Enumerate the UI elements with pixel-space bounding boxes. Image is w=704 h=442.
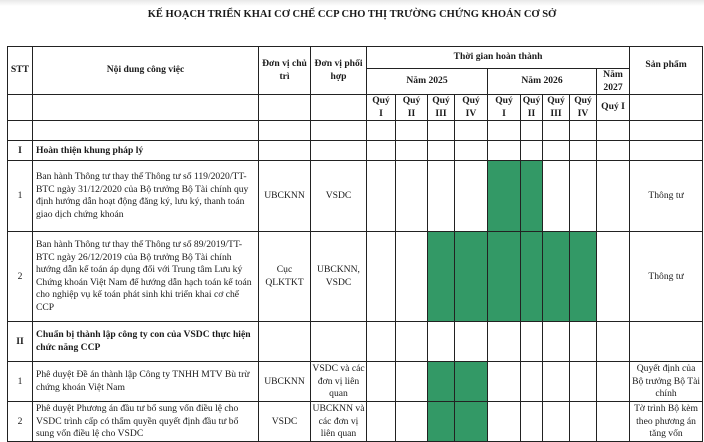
header-quarter [367,95,396,121]
task-number: 1 [8,362,33,402]
header-quarter [597,95,630,121]
task-content: Phê duyệt Phương án đầu tư bổ sung vốn điều lệ cho VSDC trình cấp có thẩm quyền quyết định đầu tư bổ sung vốn điều lệ cho VSDC [33,402,259,442]
lead-unit: Cục QLKTKT [259,232,311,322]
empty-cell [455,322,488,362]
quarter-number: IV [465,107,477,119]
lead-unit: UBCKNN [259,161,311,232]
quarter-label: Quý [495,95,513,107]
empty-cell [570,141,597,161]
product: Thông tư [630,161,703,232]
timeline-cell [543,362,570,402]
section-number: II [8,322,33,362]
timeline-cell-active [488,232,521,322]
timeline-cell [597,161,630,232]
empty-cell [259,141,311,161]
empty-cell [455,141,488,161]
timeline-cell [570,362,597,402]
quarter-number: II [407,107,416,119]
lead-unit: UBCKNN [259,362,311,402]
task-content: Ban hành Thông tư thay thế Thông tư số 119/2020/TT-BTC ngày 31/12/2020 của Bộ trưởng Bộ Tài chính quy định hướng dẫn hoạt động đăng ký, lưu ký, thanh toán giao dịch chứng khoán [33,161,259,232]
quarter-label: Quý [402,95,421,107]
quarter-label: Quý [462,95,480,107]
page-top-edge [0,0,704,6]
empty-cell [428,141,455,161]
section-title: Hoàn thiện khung pháp lý [33,141,259,161]
timeline-cell-active [428,362,455,402]
timeline-cell [367,402,396,442]
timeline-cell [367,362,396,402]
header-quarter [428,95,455,121]
header-quarter [455,95,488,121]
header-product-blank [630,95,703,121]
timeline-cell-active [488,161,521,232]
timeline-cell [396,362,428,402]
document-title: KẾ HOẠCH TRIỂN KHAI CƠ CHẾ CCP CHO THỊ TRƯỜNG CHỨNG KHOÁN CƠ SỞ [147,9,557,20]
coordinating-unit: UBCKNN và các đơn vị liên quan [311,402,367,442]
header-quarter [521,95,543,121]
timeline-cell [597,232,630,322]
quarter-number: II [527,107,536,119]
header-year-2026: Năm 2026 [488,69,597,95]
header-quarter [543,95,570,121]
timeline-cell-active [455,232,488,322]
section-title: Chuẩn bị thành lập công ty con của VSDC thực hiện chức năng CCP [33,322,259,362]
quarter-label: Quý [432,95,450,107]
timeline-cell [367,232,396,322]
quarter-label: Quý [547,95,565,107]
quarter-number: IV [577,107,589,119]
timeline-cell-active [521,161,543,232]
timeline-cell [570,402,597,442]
timeline-cell [396,232,428,322]
quarter-label: Quý [372,95,390,107]
timeline-cell-active [570,232,597,322]
header-timeline: Thời gian hoàn thành [367,47,630,69]
timeline-cell [597,362,630,402]
task-number: 2 [8,402,33,442]
header-quarter [396,95,428,121]
empty-cell [367,322,396,362]
timeline-cell [543,402,570,442]
header-product: Sản phẩm [630,47,703,95]
spacer-row [8,121,703,141]
coordinating-unit: VSDC và các đơn vị liên quan [311,362,367,402]
timeline-cell [570,161,597,232]
task-number: 2 [8,232,33,322]
timeline-cell-active [428,232,455,322]
empty-cell [488,322,521,362]
empty-cell [543,141,570,161]
timeline-cell-active [543,232,570,322]
timeline-cell-active [455,402,488,442]
timeline-cell [488,362,521,402]
task-row [8,161,703,232]
timeline-cell [396,402,428,442]
product: Tờ trình Bộ kèm theo phương án tăng vốn [630,402,703,442]
empty-cell [428,322,455,362]
empty-cell [630,141,703,161]
empty-cell [259,322,311,362]
quarter-label: Quý [522,95,541,107]
section-row [8,141,703,161]
product: Thông tư [630,232,703,322]
empty-cell [597,322,630,362]
empty-cell [570,322,597,362]
header-quarter [488,95,521,121]
empty-cell [597,141,630,161]
timeline-cell [428,161,455,232]
empty-cell [311,322,367,362]
timeline-cell [367,161,396,232]
empty-cell [521,141,543,161]
task-number: 1 [8,161,33,232]
empty-cell [396,322,428,362]
timeline-cell [455,161,488,232]
quarter-number: III [435,107,447,119]
quarter-number: III [550,107,562,119]
task-content: Phê duyệt Đề án thành lập Công ty TNHH MTV Bù trừ chứng khoán Việt Nam [33,362,259,402]
section-row [8,322,703,362]
quarter-label: Quý [574,95,592,107]
timeline-cell [521,402,543,442]
task-row [8,402,703,442]
empty-cell [396,141,428,161]
empty-cell [488,141,521,161]
quarter-number: I [379,107,383,119]
timeline-cell-active [428,402,455,442]
header-year-2025: Năm 2025 [367,69,488,95]
quarter-header-row [8,95,703,121]
quarter-number: I [502,107,506,119]
empty-cell [311,141,367,161]
empty-cell [543,322,570,362]
timeline-cell [543,161,570,232]
empty-cell [367,141,396,161]
coordinating-unit: UBCKNN, VSDC [311,232,367,322]
lead-unit: VSDC [259,402,311,442]
timeline-cell [597,402,630,442]
task-row [8,232,703,322]
section-number: I [8,141,33,161]
header-stt: STT [8,47,33,95]
timeline-cell-active [521,232,543,322]
product: Quyết định của Bộ trưởng Bộ Tài chính [630,362,703,402]
timeline-cell [521,362,543,402]
header-coordinating-unit: Đơn vị phối hợp [311,47,367,95]
task-row [8,362,703,402]
quarter-label: Quý I [601,101,625,113]
timeline-cell-active [455,362,488,402]
timeline-cell [488,402,521,442]
coordinating-unit: VSDC [311,161,367,232]
header-lead-unit: Đơn vị chủ trì [259,47,311,95]
timeline-cell [396,161,428,232]
header-quarter [570,95,597,121]
header-year-2027: Năm 2027 [597,69,630,95]
empty-cell [521,322,543,362]
empty-cell [630,322,703,362]
task-content: Ban hành Thông tư thay thế Thông tư số 89/2019/TT-BTC ngày 26/12/2019 của Bộ trưởng Bộ Tài chính hướng dẫn kế toán áp dụng đối với Trung tâm Lưu ký Chứng khoán Việt Nam để hướng dẫn hạch toán kế toán cho nghiệp vụ kế toán phát sinh khi triển khai cơ chế CCP [33,232,259,322]
implementation-plan-table [7,46,703,442]
header-content: Nội dung công việc [33,47,259,95]
